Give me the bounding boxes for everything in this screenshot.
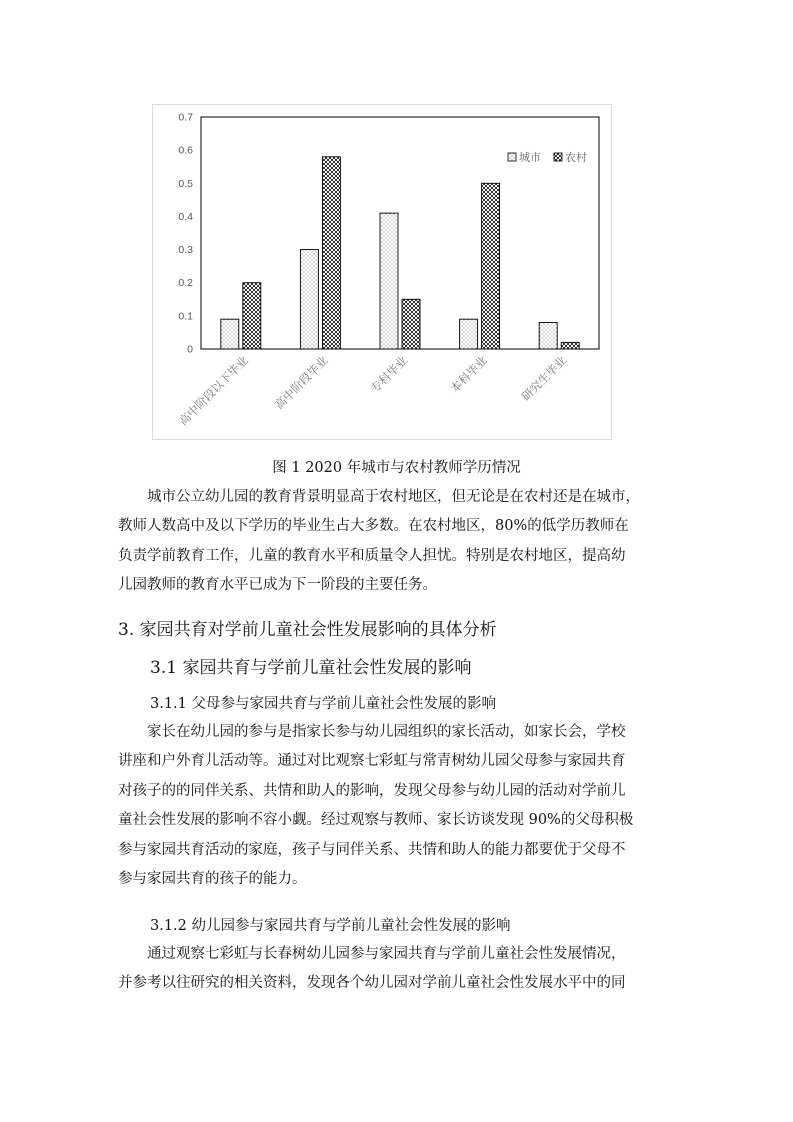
paragraph-line: 童社会性发展的影响不容小觑。经过观察与教师、家长访谈发现 90%的父母积极 <box>118 812 634 829</box>
y-tick-label: 0.7 <box>178 111 193 124</box>
paragraph-line: 教师人数高中及以下学历的毕业生占大多数。在农村地区，80%的低学历教师在 <box>118 518 629 535</box>
y-tick-label: 0.1 <box>178 310 193 323</box>
bar-rural <box>243 283 261 349</box>
bar-city <box>460 319 478 349</box>
y-tick-label: 0.6 <box>178 144 193 157</box>
bar-city <box>221 319 239 349</box>
section-heading-3-1-2: 3.1.2 幼儿园参与家园共育与学前儿童社会性发展的影响 <box>150 918 511 934</box>
paragraph-line: 城市公立幼儿园的教育背景明显高于农村地区，但无论是在农村还是在城市， <box>147 489 640 505</box>
figure-caption: 图 1 2020 年城市与农村教师学历情况 <box>272 460 521 476</box>
x-category-label: 专科毕业 <box>367 353 411 396</box>
legend-swatch <box>508 153 516 161</box>
paragraph-line: 负责学前教育工作，儿童的教育水平和质量令人担忧。特别是农村地区，提高幼 <box>118 547 626 564</box>
paragraph-education-background <box>118 483 686 601</box>
bar-city <box>300 250 318 349</box>
y-tick-label: 0.4 <box>178 210 193 223</box>
y-tick-label: 0 <box>187 343 193 356</box>
paragraph-line: 并参考以往研究的相关资料，发现各个幼儿园对学前儿童社会性发展水平中的同 <box>118 975 626 992</box>
section-heading-3-1-1: 3.1.1 父母参与家园共育与学前儿童社会性发展的影响 <box>150 696 497 712</box>
y-tick-label: 0.5 <box>178 177 193 190</box>
education-bar-chart <box>153 105 613 441</box>
chart-frame <box>152 104 612 440</box>
bar-rural <box>482 183 500 349</box>
paragraph-line: 家长在幼儿园的参与是指家长参与幼儿园组织的家长活动，如家长会，学校 <box>147 724 626 740</box>
legend-label: 农村 <box>565 151 587 164</box>
bar-rural <box>322 157 340 349</box>
section-heading-3: 3. 家园共育对学前儿童社会性发展影响的具体分析 <box>118 620 497 640</box>
x-category-label: 本科毕业 <box>447 353 490 396</box>
paragraph-line: 儿园教师的教育水平已成为下一阶段的主要任务。 <box>118 577 437 594</box>
bar-city <box>380 213 398 349</box>
legend-label: 城市 <box>519 151 541 164</box>
paragraph-kindergarten-participation <box>118 940 686 999</box>
y-tick-label: 0.3 <box>178 244 193 257</box>
bar-city <box>539 322 557 349</box>
bar-rural <box>402 299 420 349</box>
paragraph-line: 讲座和户外育儿活动等。通过对比观察七彩虹与常青树幼儿园父母参与家园共育 <box>118 753 626 770</box>
paragraph-line: 对孩子的的同伴关系、共情和助人的影响，发现父母参与幼儿园的活动对学前儿 <box>118 782 626 799</box>
paragraph-parent-participation <box>118 718 686 894</box>
legend-swatch <box>554 153 562 161</box>
section-heading-3-1: 3.1 家园共育与学前儿童社会性发展的影响 <box>150 658 472 678</box>
paragraph-line: 通过观察七彩虹与长春树幼儿园参与家园共育与学前儿童社会性发展情况， <box>147 946 626 962</box>
bar-rural <box>561 342 579 349</box>
x-category-label: 高中阶段毕业 <box>271 353 331 412</box>
x-category-label: 高中阶段以下毕业 <box>175 353 251 429</box>
y-tick-label: 0.2 <box>178 277 193 290</box>
x-category-label: 研究生毕业 <box>518 353 570 404</box>
paragraph-line: 参与家园共育活动的家庭，孩子与同伴关系、共情和助人的能力都要优于父母不 <box>118 841 626 858</box>
paragraph-line: 参与家园共育的孩子的能力。 <box>118 871 307 888</box>
